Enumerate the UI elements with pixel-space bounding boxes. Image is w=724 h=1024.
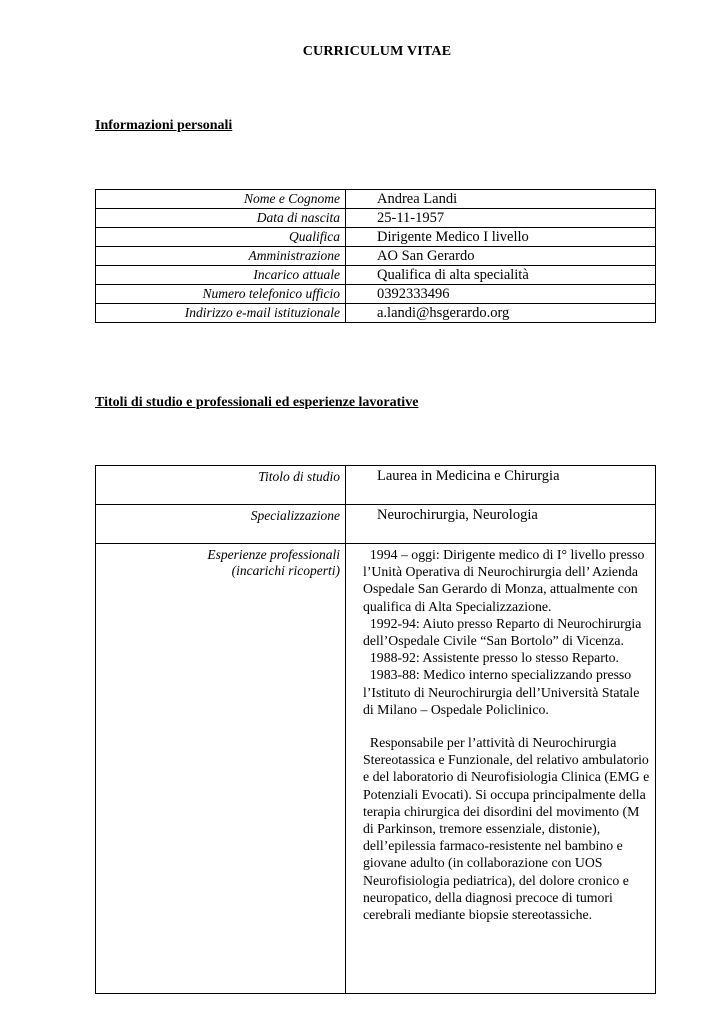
experience-item: 1983-88: Medico interno specializzando presso l’Istituto di Neurochirurgia dell’Università Statale di Milano – Ospedale Policlinico. <box>363 667 640 717</box>
administration-value: AO San Gerardo <box>346 247 656 266</box>
qualification-value: Dirigente Medico I livello <box>346 228 656 247</box>
table-row <box>96 544 656 994</box>
degree-value: Laurea in Medicina e Chirurgia <box>346 466 656 505</box>
qualification-label: Qualifica <box>96 228 346 247</box>
studies-heading: Titoli di studio e professionali ed esperienze lavorative <box>95 395 419 410</box>
experience-item: 1988-92: Assistente presso lo stesso Reparto. <box>369 650 619 666</box>
experience-item: 1992-94: Aiuto presso Reparto di Neurochirurgia dell’Ospedale Civile “San Bortolo” di Vicenza. <box>363 615 642 649</box>
name-value: Andrea Landi <box>346 190 656 209</box>
experience-label-subline: (incarichi ricoperti) <box>231 563 340 578</box>
name-label: Nome e Cognome <box>96 190 346 209</box>
table-row <box>96 266 656 285</box>
degree-label: Titolo di studio <box>96 466 346 505</box>
birthdate-value: 25-11-1957 <box>346 209 656 228</box>
studies-table <box>95 465 656 994</box>
table-row <box>96 228 656 247</box>
experience-item: 1994 – oggi: Dirigente medico di I° livello presso l’Unità Operativa di Neurochirurgia dell’ Azienda Ospedale San Gerardo di Monza, attualmente con qualifica di Alta Specializzazione. <box>363 547 645 614</box>
responsibility-paragraph: Responsabile per l’attività di Neurochirurgia Stereotassica e Funzionale, del relativo ambulatorio e del laboratorio di Neurofisiologia Clinica (EMG e Potenziali Evocati). Si occupa principalmente della terapia chirurgica dei disordini del movimento (M di Parkinson, tremore essenziale, distonie), dell’epilessia farmaco-resistente nel bambino e giovane adulto (in collaborazione con UOS Neurofisiologia pediatrica), del dolore cronico e neuropatico, della diagnosi precoce di tumori cerebrali mediante biopsie stereotassiche. <box>363 735 650 923</box>
table-row <box>96 304 656 323</box>
current-role-label: Incarico attuale <box>96 266 346 285</box>
table-row <box>96 247 656 266</box>
office-phone-label: Numero telefonico ufficio <box>96 285 346 304</box>
email-label: Indirizzo e-mail istituzionale <box>96 304 346 323</box>
administration-label: Amministrazione <box>96 247 346 266</box>
current-role-value: Qualifica di alta specialità <box>346 266 656 285</box>
document-title: CURRICULUM VITAE <box>302 44 452 59</box>
email-value: a.landi@hsgerardo.org <box>346 304 656 323</box>
specialization-value: Neurochirurgia, Neurologia <box>346 505 656 544</box>
personal-info-table <box>95 189 656 323</box>
table-row <box>96 505 656 544</box>
personal-info-heading: Informazioni personali <box>95 118 233 133</box>
office-phone-value: 0392333496 <box>346 285 656 304</box>
table-row <box>96 285 656 304</box>
experience-label-line: Esperienze professionali <box>207 547 340 562</box>
experience-value <box>346 544 656 994</box>
specialization-label: Specializzazione <box>96 505 346 544</box>
table-row <box>96 466 656 505</box>
table-row <box>96 190 656 209</box>
experience-label <box>96 544 346 994</box>
birthdate-label: Data di nascita <box>96 209 346 228</box>
table-row <box>96 209 656 228</box>
